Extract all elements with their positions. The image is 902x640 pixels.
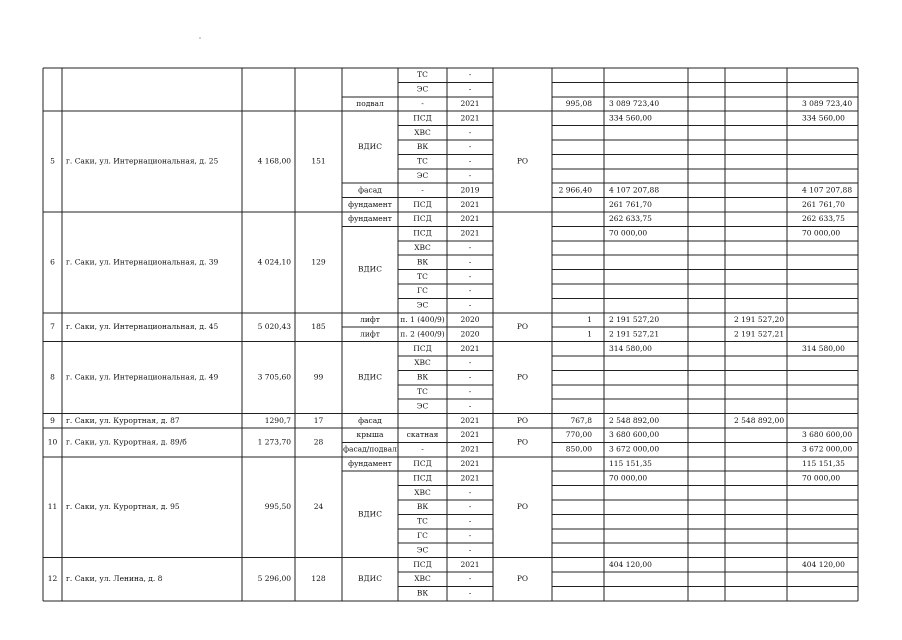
work-subtype: ПСД <box>413 199 432 209</box>
work-regional-cost: 70 000,00 <box>802 228 841 238</box>
house-address: г. Саки, ул. Курортная, д. 95 <box>66 502 180 512</box>
work-year: - <box>468 271 472 281</box>
financing-mode: РО <box>516 156 529 166</box>
work-subtype: ПСД <box>413 214 432 224</box>
work-subtype: ХВС <box>414 127 431 137</box>
work-subtype: ЭС <box>416 84 429 94</box>
work-subtype: ПСД <box>413 473 432 483</box>
work-total-cost: 115 151,35 <box>609 459 652 468</box>
work-total-cost: 4 107 207,88 <box>609 185 660 195</box>
work-type: лифт <box>360 315 380 324</box>
work-subtype: ПСД <box>413 228 432 238</box>
house-area: 1290,7 <box>264 415 291 425</box>
work-type: ВДИС <box>358 574 382 584</box>
work-type: фасад <box>358 185 382 195</box>
work-subtype: ХВС <box>414 574 431 584</box>
work-subtype: ЭС <box>416 300 429 310</box>
work-type: ВДИС <box>358 264 382 274</box>
work-regional-cost: 3 680 600,00 <box>802 430 853 440</box>
work-subtype: - <box>421 444 424 454</box>
work-year: 2020 <box>460 315 480 324</box>
house-residents: 24 <box>313 502 324 512</box>
work-year: - <box>468 84 472 94</box>
work-subtype: п. 1 (400/9) <box>400 315 445 324</box>
house-residents: 185 <box>311 322 326 332</box>
work-year: - <box>468 387 472 396</box>
work-year: 2021 <box>460 430 480 440</box>
work-fund-cost: 2 191 527,20 <box>734 315 785 324</box>
house-address: г. Саки, ул. Курортная, д. 89/б <box>66 437 187 447</box>
work-volume: 850,00 <box>565 444 592 454</box>
work-type: фасад/подвал <box>343 444 397 454</box>
work-year: - <box>468 531 472 540</box>
house-residents: 128 <box>311 574 326 584</box>
house-residents: 151 <box>311 156 326 166</box>
work-year: 2021 <box>460 199 480 209</box>
financing-mode: РО <box>516 502 529 512</box>
work-year: - <box>468 588 472 598</box>
house-residents: 28 <box>313 437 324 447</box>
work-subtype: ВК <box>416 257 429 267</box>
work-total-cost: 2 548 892,00 <box>609 415 660 425</box>
financing-mode: РО <box>516 437 529 447</box>
work-year: - <box>468 487 472 497</box>
row-number: 9 <box>50 415 55 425</box>
row-number: 7 <box>50 322 55 332</box>
work-year: - <box>468 243 472 252</box>
work-regional-cost: 262 633,75 <box>802 214 845 224</box>
house-residents: 129 <box>311 257 326 267</box>
work-subtype: - <box>421 99 424 108</box>
work-regional-cost: 3 089 723,40 <box>802 99 853 108</box>
house-area: 4 168,00 <box>257 156 291 166</box>
work-subtype: ХВС <box>414 358 431 368</box>
house-address: г. Саки, ул. Интернациональная, д. 45 <box>66 322 219 332</box>
work-year: 2021 <box>460 559 480 569</box>
work-type: ВДИС <box>358 142 382 152</box>
work-type: лифт <box>360 329 380 339</box>
work-total-cost: 2 191 527,21 <box>609 329 660 339</box>
work-subtype: ТС <box>417 271 428 281</box>
work-subtype: ЭС <box>416 171 429 180</box>
work-total-cost: 2 191 527,20 <box>609 315 660 324</box>
work-subtype: ХВС <box>414 487 431 497</box>
work-year: - <box>468 401 472 411</box>
work-year: - <box>468 372 472 382</box>
work-year: 2021 <box>460 228 480 238</box>
row-number: 10 <box>47 437 58 447</box>
work-volume: 1 <box>587 329 592 339</box>
row-number: 12 <box>47 574 58 584</box>
work-type: фасад <box>358 415 382 425</box>
house-address: г. Саки, ул. Интернациональная, д. 25 <box>66 156 219 166</box>
work-type: ВДИС <box>358 372 382 382</box>
work-total-cost: 314 580,00 <box>609 343 652 353</box>
work-total-cost: 3 680 600,00 <box>609 430 660 440</box>
work-type: фундамент <box>348 199 392 209</box>
work-regional-cost: 70 000,00 <box>802 473 841 483</box>
row-number: 5 <box>50 156 55 166</box>
work-volume: 770,00 <box>565 430 592 440</box>
work-total-cost: 70 000,00 <box>609 228 648 238</box>
work-subtype: скатная <box>406 430 439 440</box>
work-year: - <box>468 171 472 180</box>
work-total-cost: 261 761,70 <box>609 199 652 209</box>
row-number: 11 <box>47 502 58 512</box>
work-type: ВДИС <box>358 509 382 519</box>
work-subtype: ЭС <box>416 401 429 411</box>
work-year: - <box>468 127 472 137</box>
house-address: г. Саки, ул. Ленина, д. 8 <box>66 574 163 584</box>
house-address: г. Саки, ул. Интернациональная, д. 39 <box>66 257 219 267</box>
work-total-cost: 404 120,00 <box>609 559 652 569</box>
house-residents: 99 <box>313 372 324 382</box>
work-year: 2021 <box>460 343 480 353</box>
work-subtype: ТС <box>417 156 428 166</box>
financing-mode: РО <box>516 372 529 382</box>
work-total-cost: 70 000,00 <box>609 473 648 483</box>
work-regional-cost: 261 761,70 <box>802 199 845 209</box>
work-total-cost: 3 672 000,00 <box>609 444 660 454</box>
work-year: - <box>468 257 472 267</box>
house-residents: 17 <box>313 415 324 425</box>
work-subtype: п. 2 (400/9) <box>400 329 445 339</box>
financing-mode: РО <box>516 574 529 584</box>
work-year: 2021 <box>460 113 480 123</box>
work-year: - <box>468 142 472 152</box>
capital-repair-table <box>43 68 858 601</box>
financing-mode: РО <box>516 322 529 332</box>
work-total-cost: 262 633,75 <box>609 214 652 224</box>
work-year: 2021 <box>460 444 480 454</box>
work-regional-cost: 334 560,00 <box>802 113 845 123</box>
house-area: 1 273,70 <box>257 437 291 447</box>
scan-speck <box>199 37 200 38</box>
work-year: - <box>468 286 472 296</box>
work-volume: 1 <box>587 315 592 324</box>
work-fund-cost: 2 191 527,21 <box>734 329 785 339</box>
work-subtype: ВК <box>416 142 429 152</box>
work-year: - <box>468 300 472 310</box>
work-subtype: ПСД <box>413 113 432 123</box>
work-subtype: ПСД <box>413 459 432 468</box>
work-year: 2020 <box>460 329 480 339</box>
work-regional-cost: 115 151,35 <box>802 459 845 468</box>
work-year: - <box>468 516 472 526</box>
work-type: крыша <box>356 430 384 440</box>
financing-mode: РО <box>516 415 529 425</box>
work-subtype: ТС <box>417 387 428 396</box>
work-subtype: ВК <box>416 372 429 382</box>
work-regional-cost: 404 120,00 <box>802 559 845 569</box>
work-year: - <box>468 358 472 368</box>
work-fund-cost: 2 548 892,00 <box>734 415 785 425</box>
work-year: - <box>468 156 472 166</box>
work-volume: 995,08 <box>565 99 592 108</box>
work-year: 2019 <box>460 185 480 195</box>
work-year: 2021 <box>460 214 480 224</box>
work-year: - <box>468 545 472 555</box>
work-type: подвал <box>356 99 384 108</box>
work-type: фундамент <box>348 214 392 224</box>
work-subtype: ТС <box>417 70 428 80</box>
work-year: - <box>468 70 472 80</box>
work-volume: 2 966,40 <box>558 185 592 195</box>
house-area: 5 020,43 <box>257 322 291 332</box>
work-volume: 767,8 <box>570 415 592 425</box>
work-regional-cost: 4 107 207,88 <box>802 185 853 195</box>
work-subtype: ВК <box>416 502 429 512</box>
work-year: - <box>468 502 472 512</box>
work-year: - <box>468 574 472 584</box>
work-type: фундамент <box>348 459 392 468</box>
house-area: 5 296,00 <box>257 574 291 584</box>
work-subtype: ПСД <box>413 343 432 353</box>
work-year: 2021 <box>460 415 480 425</box>
work-subtype: ХВС <box>414 243 431 252</box>
work-regional-cost: 3 672 000,00 <box>802 444 853 454</box>
house-address: г. Саки, ул. Курортная, д. 87 <box>66 415 180 425</box>
row-number: 6 <box>50 257 55 267</box>
house-area: 995,50 <box>264 502 291 512</box>
house-address: г. Саки, ул. Интернациональная, д. 49 <box>66 372 219 382</box>
work-subtype: - <box>421 185 424 195</box>
house-area: 4 024,10 <box>257 257 291 267</box>
work-total-cost: 3 089 723,40 <box>609 99 660 108</box>
work-subtype: ГС <box>417 286 428 296</box>
work-subtype: ЭС <box>416 545 429 555</box>
work-total-cost: 334 560,00 <box>609 113 652 123</box>
work-subtype: ТС <box>417 516 428 526</box>
house-area: 3 705,60 <box>257 372 291 382</box>
work-year: 2021 <box>460 99 480 108</box>
work-year: 2021 <box>460 459 480 468</box>
row-number: 8 <box>50 372 55 382</box>
work-subtype: ВК <box>416 588 429 598</box>
work-regional-cost: 314 580,00 <box>802 343 845 353</box>
work-subtype: ГС <box>417 531 428 540</box>
work-subtype: ПСД <box>413 559 432 569</box>
work-year: 2021 <box>460 473 480 483</box>
